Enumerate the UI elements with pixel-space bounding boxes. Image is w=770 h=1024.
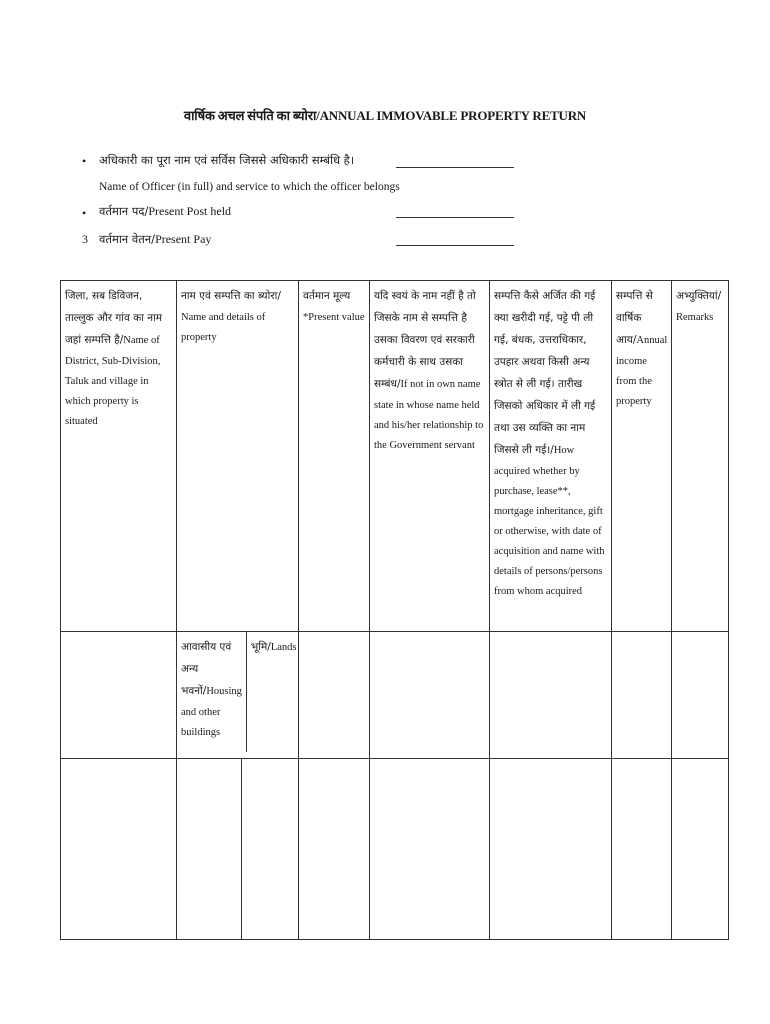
cell-empty[interactable] [490, 759, 612, 940]
cell-empty[interactable] [612, 759, 672, 940]
header-property-english: Name and details of property [181, 312, 266, 343]
header-value-hindi: वर्तमान मूल्य [303, 290, 351, 302]
header-income-hindi: सम्पत्ति से वार्षिक आय/ [616, 290, 653, 346]
item-2-hindi: वर्तमान पद/ [99, 204, 149, 218]
cell-empty[interactable] [242, 759, 298, 939]
header-location-hindi: जिला, सब डिविजन, ताल्लुक और गांव का नाम जहां सम्पत्ति है/ [65, 290, 163, 346]
header-owner-hindi: यदि स्वयं के नाम नहीं है तो जिसके नाम से सम्पत्ति है उसका विवरण एवं सरकारी कर्मचारी के साथ उसका सम्बंध/ [374, 290, 476, 390]
subheader-lands-hindi: भूमि/ [250, 641, 271, 653]
header-income [612, 281, 672, 632]
item-3-blank[interactable] [396, 245, 514, 246]
header-income-english: Annual income from the property [616, 335, 668, 407]
cell-empty[interactable] [299, 632, 370, 759]
page-title: वार्षिक अचल संपति का ब्योरा/ANNUAL IMMOVABLE PROPERTY RETURN [183, 108, 587, 123]
item-1-marker: • [82, 154, 87, 168]
header-acquired-hindi: सम्पत्ति कैसे अर्जित की गई क्या खरीदी गई, पट्टे पी ली गई, बंधक, उत्तराधिकार, उपहार अथवा किसी अन्य स्त्रोत से ली गई। तारीख जिसको अधिकार में ली गई तथा उस व्यक्ति का नाम जिससे ली गई।/ [494, 290, 596, 456]
subheader-housing [177, 632, 247, 752]
item-3-hindi: वर्तमान वेतन/ [99, 232, 156, 246]
cell-property-split [177, 632, 299, 759]
header-owner [370, 281, 490, 632]
header-property [177, 281, 299, 632]
item-2-marker: • [82, 206, 87, 220]
subheader-lands-english: Lands [270, 642, 297, 653]
cell-empty[interactable] [672, 632, 729, 759]
header-remarks-hindi: अभ्युक्तियां/ [676, 290, 722, 302]
header-acquired [490, 281, 612, 632]
table-header-row [61, 281, 729, 632]
cell-empty[interactable] [370, 759, 490, 940]
subheader-lands [247, 632, 301, 752]
header-owner-english: If not in own name state in whose name held and his/her relationship to the Government servant [374, 379, 484, 451]
item-3-english: Present Pay [155, 232, 212, 246]
cell-property-split-empty [177, 759, 299, 940]
item-3-text [99, 231, 211, 247]
subheader-housing-english: Housing and other buildings [181, 686, 242, 738]
item-1-blank[interactable] [396, 167, 514, 168]
item-1-english: Name of Officer (in full) and service to which the officer belongs [99, 181, 400, 193]
cell-empty[interactable] [370, 632, 490, 759]
item-1-hindi: अधिकारी का पूरा नाम एवं सर्विस जिससे अधिकारी सम्बंधि है। [99, 153, 355, 167]
cell-empty[interactable] [612, 632, 672, 759]
cell-empty[interactable] [177, 759, 242, 939]
header-acquired-english: How acquired whether by purchase, lease**, mortgage inheritance, gift or otherwise, with date of acquisition and name with details of persons/persons from whom acquired [494, 445, 605, 597]
cell-empty[interactable] [61, 632, 177, 759]
cell-empty[interactable] [672, 759, 729, 940]
item-2-blank[interactable] [396, 217, 514, 218]
table-row [61, 759, 729, 940]
cell-empty[interactable] [299, 759, 370, 940]
cell-empty[interactable] [61, 759, 177, 940]
cell-empty[interactable] [490, 632, 612, 759]
header-value-english: *Present value [303, 312, 365, 323]
header-remarks-english: Remarks [676, 312, 714, 323]
property-table [60, 280, 729, 940]
item-2-english: Present Post held [148, 204, 232, 218]
header-location-english: Name of District, Sub-Division, Taluk and village in which property is situated [65, 335, 161, 427]
item-3-marker: 3 [82, 232, 88, 246]
header-location [61, 281, 177, 632]
header-remarks [672, 281, 729, 632]
table-subheader-row [61, 632, 729, 759]
item-2-text [99, 203, 231, 219]
header-property-hindi: नाम एवं सम्पत्ति का ब्योरा/ [181, 290, 281, 302]
subheader-housing-hindi: आवासीय एवं अन्य भवनों/ [181, 641, 232, 697]
header-value [299, 281, 370, 632]
